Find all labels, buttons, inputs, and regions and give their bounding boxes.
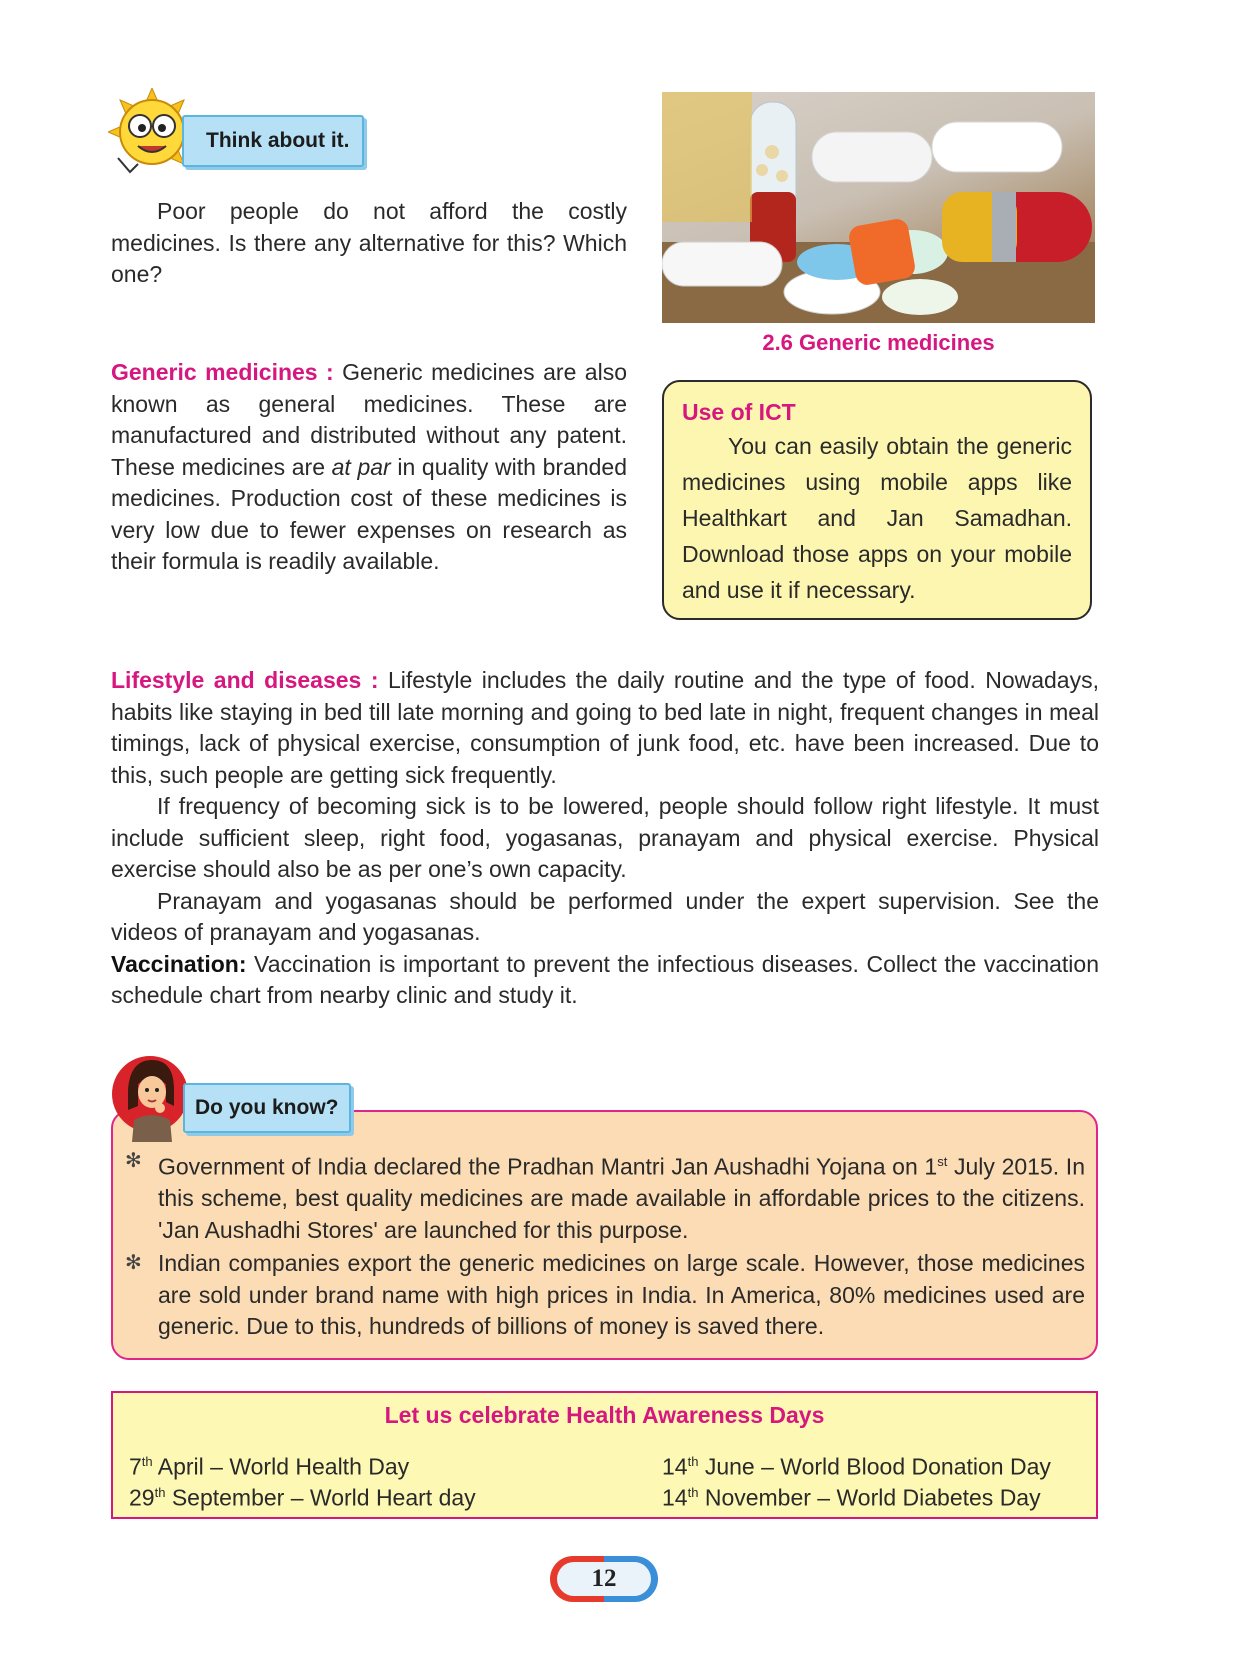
vaccination-text: Vaccination is important to prevent the infectious diseases. Collect the vaccination schedule chart from nearby clinic and study it. — [111, 950, 1099, 1008]
figure-caption: 2.6 Generic medicines — [762, 330, 995, 355]
day-2-number: 29 — [129, 1484, 155, 1511]
bullet-icon: ✻ — [125, 1150, 142, 1172]
day-4-text: November – World Diabetes Day — [698, 1484, 1041, 1511]
day-2-text: September – World Heart day — [165, 1484, 476, 1511]
ict-text: You can easily obtain the generic medicines using mobile apps like Healthkart and Jan Samadhan. Download those apps on your mobile and use it if necessary. — [682, 433, 1072, 603]
think-about-it-label: Think about it. — [182, 115, 364, 167]
day-2-sup: th — [154, 1485, 166, 1500]
lifestyle-paragraph-1 — [111, 665, 1099, 791]
lifestyle-paragraph-2: If frequency of becoming sick is to be lowered, people should follow right lifestyle. It must include sufficient sleep, right food, yogasanas, pranayam and physical exercise. Physical exercise should also be as per one’s own capacity. — [111, 793, 1099, 882]
day-1-number: 7 — [129, 1453, 142, 1480]
day-4-sup: th — [687, 1485, 699, 1500]
bullet-icon: ✻ — [125, 1252, 142, 1275]
health-days-title: Let us celebrate Health Awareness Days — [384, 1402, 825, 1428]
page-number: 12 — [557, 1562, 651, 1596]
generic-text-2: in quality with branded medicines. Production cost of these medicines is very low due to fewer expenses on research as their formula is readily available. — [111, 453, 627, 574]
do-you-know-box — [111, 1110, 1098, 1360]
generic-medicines-photo — [662, 92, 1095, 323]
generic-medicines-heading: Generic medicines : — [111, 359, 334, 385]
day-world-heart — [129, 1477, 476, 1514]
lifestyle-section — [111, 665, 1099, 1012]
day-3-sup: th — [687, 1454, 699, 1469]
dyk-item-1-text-a: Government of India declared the Pradhan Mantri Jan Aushadhi Yojana on 1 — [158, 1153, 938, 1180]
lifestyle-paragraph-3: Pranayam and yogasanas should be performed under the expert supervision. See the videos of pranayam and yogasanas. — [111, 887, 1099, 945]
day-3-number: 14 — [662, 1453, 688, 1480]
day-3-text: June – World Blood Donation Day — [698, 1453, 1051, 1480]
day-world-diabetes — [662, 1477, 1041, 1514]
do-you-know-label: Do you know? — [183, 1083, 351, 1133]
page-number-badge — [550, 1556, 658, 1602]
think-question: Poor people do not afford the costly medicines. Is there any alternative for this? Which one? — [111, 198, 627, 287]
vaccination-paragraph — [111, 949, 1099, 1012]
generic-text-1: Generic medicines are also known as general medicines. These are manufactured and distributed without any patent. These medicines are — [111, 359, 627, 480]
lifestyle-heading: Lifestyle and diseases : — [111, 667, 379, 693]
dyk-item-2-text: Indian companies export the generic medicines on large scale. However, those medicines are sold under brand name with high prices in India. In America, 80% medicines used are generic. Due to this, hundreds of billions of money is saved there. — [158, 1250, 1085, 1340]
day-4-number: 14 — [662, 1484, 688, 1511]
day-1-text: April – World Health Day — [152, 1453, 410, 1480]
day-1-sup: th — [141, 1454, 153, 1469]
girl-thinking-icon — [110, 1050, 190, 1142]
generic-medicines-paragraph — [111, 357, 627, 578]
generic-italic: at par — [331, 453, 391, 480]
dyk-item-1-sup: st — [937, 1154, 948, 1169]
ict-box — [662, 380, 1092, 620]
dyk-item-2 — [125, 1248, 1085, 1343]
dyk-item-1-text-b: July 2015. In this scheme, best quality medicines are made available in affordable prices to the citizens. 'Jan Aushadhi Stores' are launched for this purpose. — [158, 1153, 1085, 1243]
dyk-item-1 — [125, 1146, 1085, 1246]
ict-title: Use of ICT — [682, 399, 796, 425]
vaccination-heading: Vaccination: — [111, 950, 247, 977]
lifestyle-p1: Lifestyle includes the daily routine and the type of food. Nowadays, habits like staying in bed till late morning and going to bed late in night, frequent changes in meal timings, lack of physical exercise, consumption of junk food, etc. have been increased. Due to this, such people are getting sick frequently. — [111, 667, 1099, 788]
